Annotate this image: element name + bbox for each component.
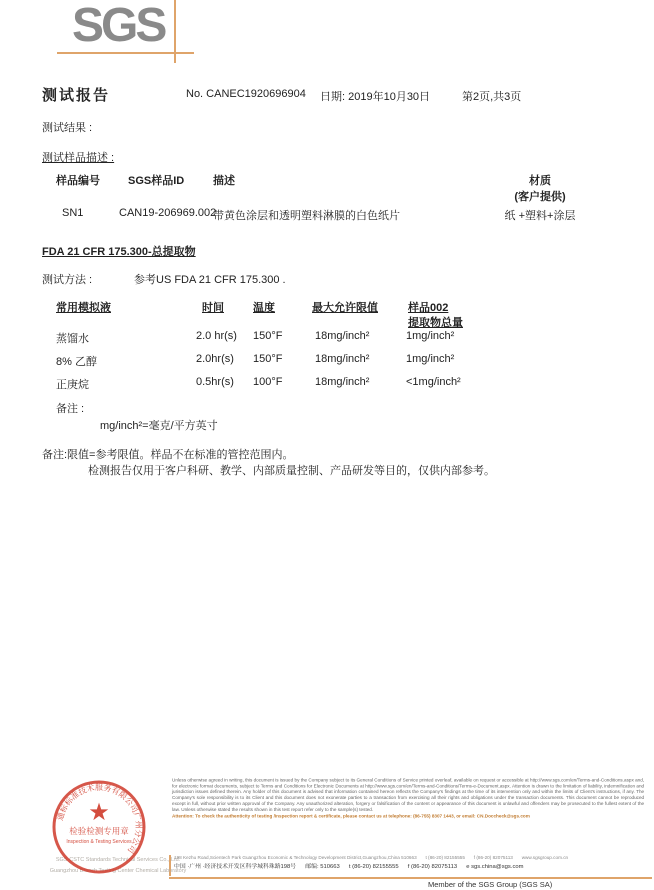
ext-cell-time: 2.0hr(s): [196, 353, 234, 365]
sample-cell-sample-no: SN1: [62, 207, 84, 219]
test-method-value: 参考US FDA 21 CFR 175.300 .: [134, 274, 286, 286]
sample-col-sgs-id: SGS样品ID: [128, 175, 185, 187]
legal-text: Unless otherwise agreed in writing, this document is issued by the Company subject to its General Conditions of Service printed overleaf, available on request or accessible at http://www.sgs.com/en/Terms-and-Conditions.aspx and, for electronic format documents, subject to Terms and Conditions for Electronic Documents at http://www.sgs.com/en/Terms-and-Conditions/Terms-e-Document.aspx. Attention is drawn to the limitation of liability, indemnification and jurisdiction issues defined therein. Any holder of this document is advised that information contained hereon reflects the Company's findings at the time of its intervention only and within the limits of Client's instructions, if any. The Company's sole responsibility is to its Client and this document does not exonerate parties to a transaction from exercising all their rights and obligations under the transaction documents. This document cannot be reproduced except in full, without prior written approval of the Company. Any unauthorized alteration, forgery or falsification of the content or appearance of this document is unlawful and offenders may be prosecuted to the fullest extent of the law. Unless otherwise stated the results shown in this test report refer only to the sample(s) tested.: [172, 778, 645, 813]
ext-row-1: [0, 330, 654, 344]
member-text: Member of the SGS Group (SGS SA): [428, 880, 553, 889]
logo-crop-mark-vertical: [174, 0, 176, 63]
remark-label: 备注 :: [56, 403, 85, 415]
test-results-label: 测试结果 :: [42, 122, 93, 134]
address-cn-email: e sgs.china@sgs.com: [466, 862, 524, 870]
test-method-label: 测试方法 :: [42, 274, 93, 286]
sample-col-description: 描述: [213, 175, 235, 187]
address-en-web: www.sgsgroup.com.cn: [521, 855, 569, 861]
attention-text: Attention: To check the authenticity of testing /inspection report & certificate, please contact us at telephone: (86-755) 8307 1443, or email: CN.Doccheck@sgs.com: [172, 814, 530, 820]
ext-cell-result: 1mg/inch²: [406, 353, 455, 365]
ext-col-simulant: 常用模拟液: [56, 302, 111, 314]
stamp-title: 检验检测专用章: [69, 826, 129, 836]
ext-cell-temp: 100°F: [253, 376, 283, 388]
stamp-star-icon: ★: [88, 799, 110, 826]
remark-unit: mg/inch²=毫克/平方英寸: [100, 420, 218, 432]
address-en-tel: t (86-20) 82155555: [425, 855, 465, 861]
sample-description-label: 测试样品描述 :: [42, 152, 115, 164]
ext-cell-time: 0.5hr(s): [196, 376, 234, 388]
ext-cell-simulant: 8% 乙醇: [56, 356, 97, 368]
legal-block: [172, 778, 644, 820]
ext-row-3: [0, 376, 654, 390]
address-cn-tel: t (86-20) 82155555: [348, 862, 399, 870]
ext-col-sample-line1: 样品002: [408, 302, 449, 314]
stamp-rim-text: 通标标准技术服务有限公司广州分公司: [55, 782, 144, 855]
company-stamp: [50, 778, 148, 876]
sample-cell-material: 纸 +塑料+涂层: [504, 210, 576, 222]
report-title: 测试报告: [42, 87, 111, 104]
ext-cell-limit: 18mg/inch²: [315, 376, 370, 388]
sample-col-material-line1: 材质: [529, 175, 551, 187]
fda-section-heading: FDA 21 CFR 175.300-总提取物: [42, 246, 196, 258]
ext-cell-temp: 150°F: [253, 330, 283, 342]
note-line-1: 备注:限值=参考限值。样品不在标准的管控范围内。: [42, 449, 294, 461]
address-line-cn: [174, 862, 648, 870]
address-cn-postal: 邮编: 510663: [305, 862, 340, 870]
sample-col-material-line2: (客户提供): [514, 191, 566, 203]
ext-col-limit: 最大允许限值: [312, 302, 378, 314]
sample-col-sample-no: 样品编号: [56, 175, 100, 187]
footer-rule: [169, 877, 652, 879]
ext-col-sample-line2: 提取物总量: [408, 317, 463, 329]
ext-cell-simulant: 蒸馏水: [56, 333, 89, 345]
ext-col-time: 时间: [202, 302, 224, 314]
stamp-company-line1: SGS-CSTC Standards Technical Services Co., Ltd.: [55, 857, 181, 863]
sample-cell-sgs-id: CAN19-206969.002: [119, 207, 217, 219]
stamp-company-line2: Guangzhou Branch Testing Center Chemical Laboratory: [49, 868, 187, 874]
address-en-street: 198 Kezhu Road,Scientech Park Guangzhou Economic & Technology Development District,Guangzhou,China 510663: [174, 855, 417, 861]
stamp-subtitle: Inspection & Testing Services: [66, 839, 132, 845]
ext-row-2: [0, 353, 654, 367]
address-cn-fax: f (86-20) 82075113: [407, 862, 458, 870]
ext-cell-temp: 150°F: [253, 353, 283, 365]
ext-cell-limit: 18mg/inch²: [315, 353, 370, 365]
address-block: [174, 855, 648, 870]
sample-cell-description: 带黄色涂层和透明塑料淋膜的白色纸片: [213, 210, 400, 222]
note-line-2: 检测报告仅用于客户科研、教学、内部质量控制、产品研发等目的，仅供内部参考。: [88, 465, 495, 477]
address-cn-street: 中国 ·广州 ·经济技术开发区科学城科珠路198号: [174, 862, 297, 870]
ext-col-temp: 温度: [253, 302, 275, 314]
sgs-logo: SGS: [72, 0, 165, 52]
address-en-fax: f (86-20) 82075113: [473, 855, 513, 861]
address-line-en: [174, 855, 648, 860]
ext-cell-time: 2.0 hr(s): [196, 330, 237, 342]
ext-cell-result: <1mg/inch²: [406, 376, 461, 388]
report-page-info: 第2页,共3页: [462, 91, 522, 103]
ext-cell-limit: 18mg/inch²: [315, 330, 370, 342]
report-number: No. CANEC1920696904: [186, 88, 306, 100]
ext-cell-simulant: 正庚烷: [56, 379, 89, 391]
report-date: 日期: 2019年10月30日: [320, 91, 431, 103]
ext-cell-result: 1mg/inch²: [406, 330, 455, 342]
